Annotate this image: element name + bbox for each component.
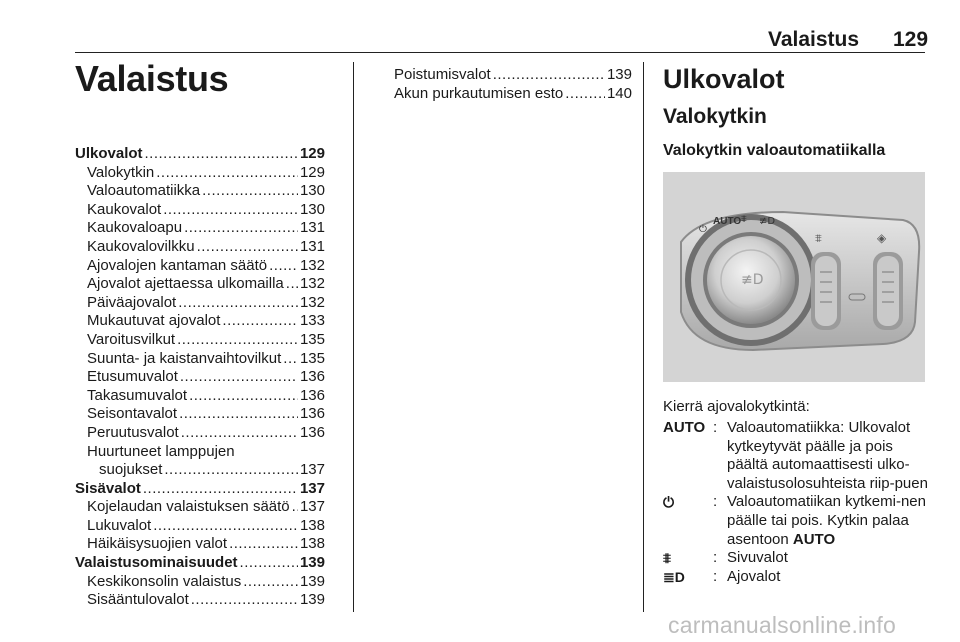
main-title: Valaistus — [75, 58, 229, 99]
toc-leader-dots — [286, 275, 298, 294]
toc-leader-dots — [181, 424, 298, 443]
toc-entry-label: Ulkovalot — [75, 145, 143, 162]
svg-text:⩨: ⩨ — [741, 214, 747, 225]
toc-entry-label: Valokytkin — [87, 163, 155, 181]
toc-entry[interactable] — [75, 461, 325, 480]
toc-entry-label: Ajovalot ajettaessa ulkomailla — [87, 275, 284, 293]
toc-column-2 — [382, 66, 632, 103]
definition-colon: : — [713, 419, 718, 436]
definition-text: Valoautomatiikka: Ulkovalot kytkeytyvät päälle ja pois päältä automaattisesti ulko-valaistusolosuhteista riip-puen — [727, 419, 928, 492]
column-divider-2 — [643, 62, 644, 612]
toc-entry-label: Päiväajovalot — [87, 293, 177, 311]
toc-leader-dots — [222, 312, 298, 331]
toc-leader-dots — [153, 517, 298, 536]
toc-entry-label: Keskikonsolin valaistus — [87, 572, 242, 590]
toc-entry-label: Akun purkautumisen esto — [394, 84, 564, 102]
toc-entry[interactable] — [75, 145, 325, 164]
toc-entry-page: 131 — [299, 219, 325, 237]
definition-term: AUTO — [663, 419, 706, 436]
definition-text: Valoautomatiikan kytkemi-nen päälle tai pois. Kytkin palaa asentoon — [727, 493, 926, 548]
toc-leader-dots — [164, 461, 298, 480]
toc-leader-dots — [178, 294, 298, 313]
toc-entry-page: 132 — [299, 293, 325, 311]
toc-entry-label: Peruutusvalot — [87, 423, 179, 441]
toc-leader-dots — [179, 405, 298, 424]
toc-entry-page: 135 — [299, 330, 325, 348]
column-divider-1 — [353, 62, 354, 612]
toc-leader-dots — [243, 573, 298, 592]
toc-leader-dots — [269, 257, 298, 276]
toc-entry-page: 132 — [299, 256, 325, 274]
toc-entry-label: Kaukovaloapu — [87, 219, 183, 237]
toc-entry[interactable] — [382, 66, 632, 85]
toc-entry-label: Huurtuneet lamppujen — [87, 442, 235, 460]
toc-entry-page: 129 — [299, 163, 325, 181]
toc-entry-page: 139 — [299, 554, 325, 572]
toc-entry-label: Kaukovalot — [87, 200, 162, 218]
toc-entry-page: 135 — [299, 349, 325, 367]
toc-entry-label: Varoitusvilkut — [87, 330, 176, 348]
toc-entry-page: 137 — [299, 461, 325, 479]
toc-entry-page: 137 — [299, 479, 325, 497]
toc-entry-page: 139 — [299, 572, 325, 590]
definition-list — [663, 419, 928, 586]
toc-entry-label: Takasumuvalot — [87, 386, 188, 404]
toc-entry-label: Etusumuvalot — [87, 368, 178, 386]
toc-entry-page: 136 — [299, 386, 325, 404]
toc-entry-page: 139 — [299, 591, 325, 609]
toc-entry[interactable] — [75, 257, 325, 276]
toc-leader-dots — [565, 85, 605, 104]
header-rule — [75, 52, 925, 53]
toc-leader-dots — [177, 331, 298, 350]
definition-colon: : — [713, 567, 718, 585]
toc-leader-dots — [240, 554, 298, 573]
definition-description — [727, 549, 928, 568]
toc-leader-dots — [229, 535, 298, 554]
toc-entry[interactable] — [75, 498, 325, 517]
toc-entry[interactable] — [75, 368, 325, 387]
definition-colon: : — [713, 493, 718, 511]
header-page-number: 129 — [893, 28, 929, 51]
definition-row — [663, 493, 928, 549]
svg-text:◈: ◈ — [877, 231, 887, 245]
definition-row — [663, 549, 928, 568]
toc-entry-page: 136 — [299, 423, 325, 441]
toc-entry[interactable] — [75, 238, 325, 257]
toc-entry-page: 140 — [606, 84, 632, 102]
toc-entry-label: Kaukovalovilkku — [87, 237, 195, 255]
toc-entry-label: Mukautuvat ajovalot — [87, 312, 221, 330]
toc-leader-dots — [283, 350, 298, 369]
definition-description — [727, 493, 928, 549]
toc-entry[interactable] — [75, 405, 325, 424]
toc-entry[interactable] — [75, 591, 325, 610]
svg-text:≢D: ≢D — [759, 216, 776, 227]
toc-entry[interactable] — [75, 554, 325, 573]
toc-entry[interactable] — [75, 443, 325, 462]
toc-entry-page: 137 — [299, 498, 325, 516]
toc-entry[interactable] — [75, 424, 325, 443]
toc-leader-dots — [156, 164, 298, 183]
light-switch-illustration — [663, 172, 925, 382]
toc-column-1 — [75, 145, 325, 610]
svg-text:≢D: ≢D — [741, 272, 764, 288]
toc-entry-page: 139 — [606, 66, 632, 83]
toc-entry-page: 129 — [299, 145, 325, 162]
definition-row — [663, 419, 928, 493]
toc-entry-page: 130 — [299, 182, 325, 200]
definition-description — [727, 419, 928, 493]
toc-entry-label: suojukset — [99, 461, 163, 479]
svg-text:⩨: ⩨ — [815, 231, 822, 245]
toc-leader-dots — [202, 182, 298, 201]
toc-entry[interactable] — [75, 312, 325, 331]
toc-leader-dots — [163, 201, 298, 220]
toc-entry-label: Kojelaudan valaistuksen säätö — [87, 498, 290, 516]
toc-entry-label: Valoautomatiikka — [87, 182, 201, 200]
toc-entry[interactable] — [75, 275, 325, 294]
toc-entry[interactable] — [75, 219, 325, 238]
toc-entry-page: 138 — [299, 535, 325, 553]
watermark: carmanualsonline.info — [668, 612, 896, 638]
section-title: Ulkovalot — [663, 64, 785, 94]
toc-entry[interactable] — [75, 517, 325, 536]
toc-entry-page: 133 — [299, 312, 325, 330]
definition-text: Ajovalot — [727, 567, 781, 585]
subsection-title: Valokytkin — [663, 105, 767, 128]
toc-entry[interactable] — [75, 294, 325, 313]
toc-entry[interactable] — [75, 387, 325, 406]
toc-entry-page: 132 — [299, 275, 325, 293]
toc-leader-dots — [143, 480, 298, 499]
definition-row — [663, 568, 928, 587]
header-title: Valaistus — [768, 28, 860, 51]
toc-entry-label: Poistumisvalot — [394, 66, 491, 83]
toc-entry-page: 138 — [299, 516, 325, 534]
definition-bold-text: AUTO — [792, 530, 836, 548]
svg-text:⏻: ⏻ — [699, 224, 707, 235]
definition-term: ⏻ — [663, 494, 675, 511]
light-switch-photo — [663, 172, 925, 382]
toc-entry-page: 131 — [299, 237, 325, 255]
toc-entry[interactable] — [75, 164, 325, 183]
toc-leader-dots — [493, 66, 605, 85]
toc-entry-label: Sisääntulovalot — [87, 591, 189, 609]
definition-term: ≣D — [663, 568, 685, 585]
toc-entry[interactable] — [75, 331, 325, 350]
definition-colon: : — [713, 549, 718, 567]
toc-entry[interactable] — [75, 535, 325, 554]
toc-leader-dots — [145, 145, 298, 164]
toc-entry[interactable] — [75, 480, 325, 499]
toc-entry[interactable] — [75, 182, 325, 201]
toc-entry-label: Valaistusominaisuudet — [75, 554, 238, 572]
toc-leader-dots — [197, 238, 298, 257]
definition-term: ⩨ — [663, 550, 671, 567]
toc-entry[interactable] — [382, 85, 632, 104]
toc-leader-dots — [191, 591, 298, 610]
toc-entry-label: Lukuvalot — [87, 516, 152, 534]
toc-entry-page: 130 — [299, 200, 325, 218]
intro-text: Kierrä ajovalokytkintä: — [663, 398, 810, 415]
toc-entry-label: Häikäisysuojien valot — [87, 535, 228, 553]
definition-text: Sivuvalot — [727, 549, 788, 567]
toc-entry-page: 136 — [299, 405, 325, 423]
definition-description — [727, 568, 928, 587]
toc-entry-label: Seisontavalot — [87, 405, 178, 423]
toc-entry-label: Sisävalot — [75, 479, 141, 497]
toc-entry[interactable] — [75, 201, 325, 220]
toc-entry-label: Suunta- ja kaistanvaihtovilkut — [87, 349, 282, 367]
toc-entry-page: 136 — [299, 368, 325, 386]
toc-entry[interactable] — [75, 573, 325, 592]
toc-leader-dots — [180, 368, 298, 387]
toc-leader-dots — [292, 498, 298, 517]
svg-text:AUTO: AUTO — [713, 216, 742, 227]
toc-entry[interactable] — [75, 350, 325, 369]
toc-entry-label: Ajovalojen kantaman säätö — [87, 256, 268, 274]
subsubsection-title: Valokytkin valoautomatiikalla — [663, 142, 886, 159]
toc-leader-dots — [189, 387, 298, 406]
toc-leader-dots — [184, 219, 298, 238]
